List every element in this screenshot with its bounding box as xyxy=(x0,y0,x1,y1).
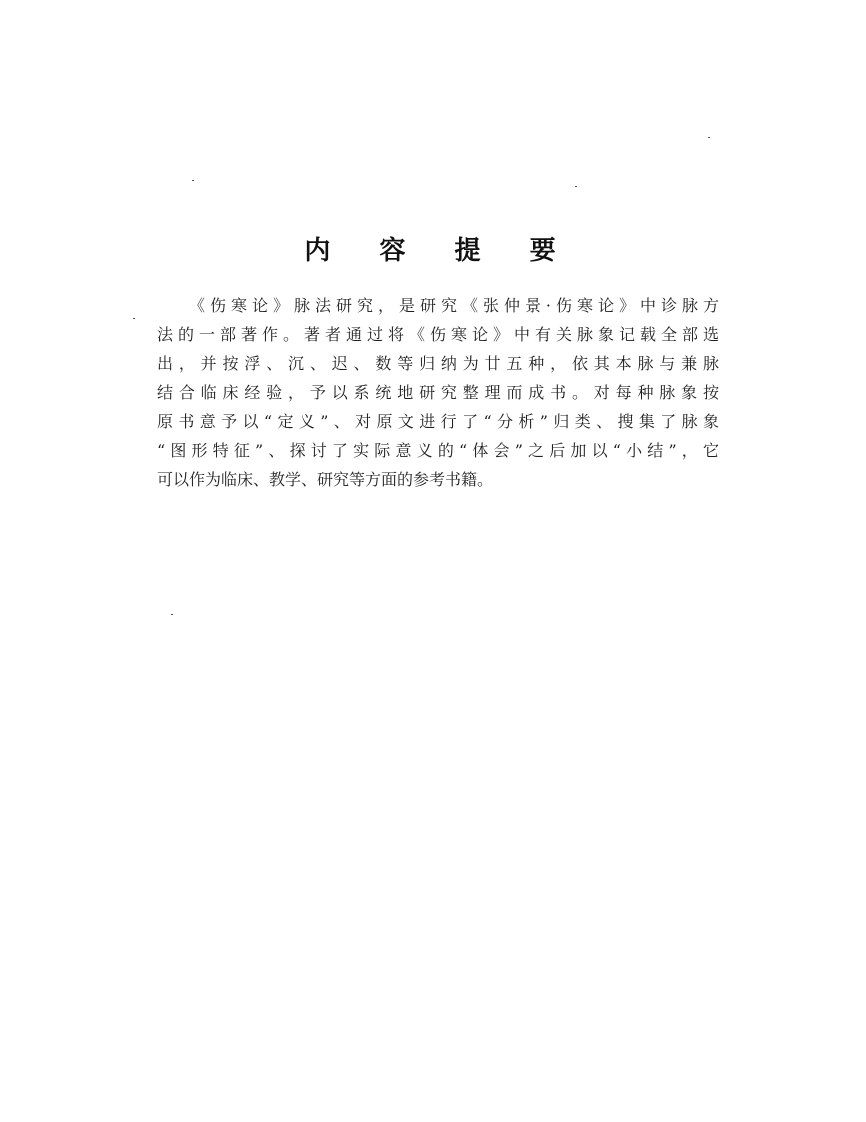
paragraph-line: 法的一部著作。著者通过将《伤寒论》中有关脉象记载全部选 xyxy=(157,325,719,344)
scan-speck xyxy=(575,186,577,187)
paragraph-line: 出，并按浮、沉、迟、数等归纳为廿五种，依其本脉与兼脉 xyxy=(157,354,719,373)
paragraph-line: “图形特征”、探讨了实际意义的“体会”之后加以“小结”，它 xyxy=(157,441,719,460)
paragraph-line: 可以作为临床、教学、研究等方面的参考书籍。 xyxy=(157,470,494,489)
paragraph-line: 结合临床经验，予以系统地研究整理而成书。对每种脉象按 xyxy=(157,383,719,402)
paragraph-line: 原书意予以“定义”、对原文进行了“分析”归类、搜集了脉象 xyxy=(157,412,719,431)
scan-speck xyxy=(133,318,135,319)
scan-speck xyxy=(192,180,194,181)
summary-paragraph xyxy=(157,291,719,494)
scan-speck xyxy=(708,137,710,138)
page-title: 内 容 提 要 xyxy=(304,236,576,266)
scan-speck xyxy=(171,614,173,615)
paragraph-line: 《伤寒论》脉法研究，是研究《张仲景·伤寒论》中诊脉方 xyxy=(189,296,719,315)
